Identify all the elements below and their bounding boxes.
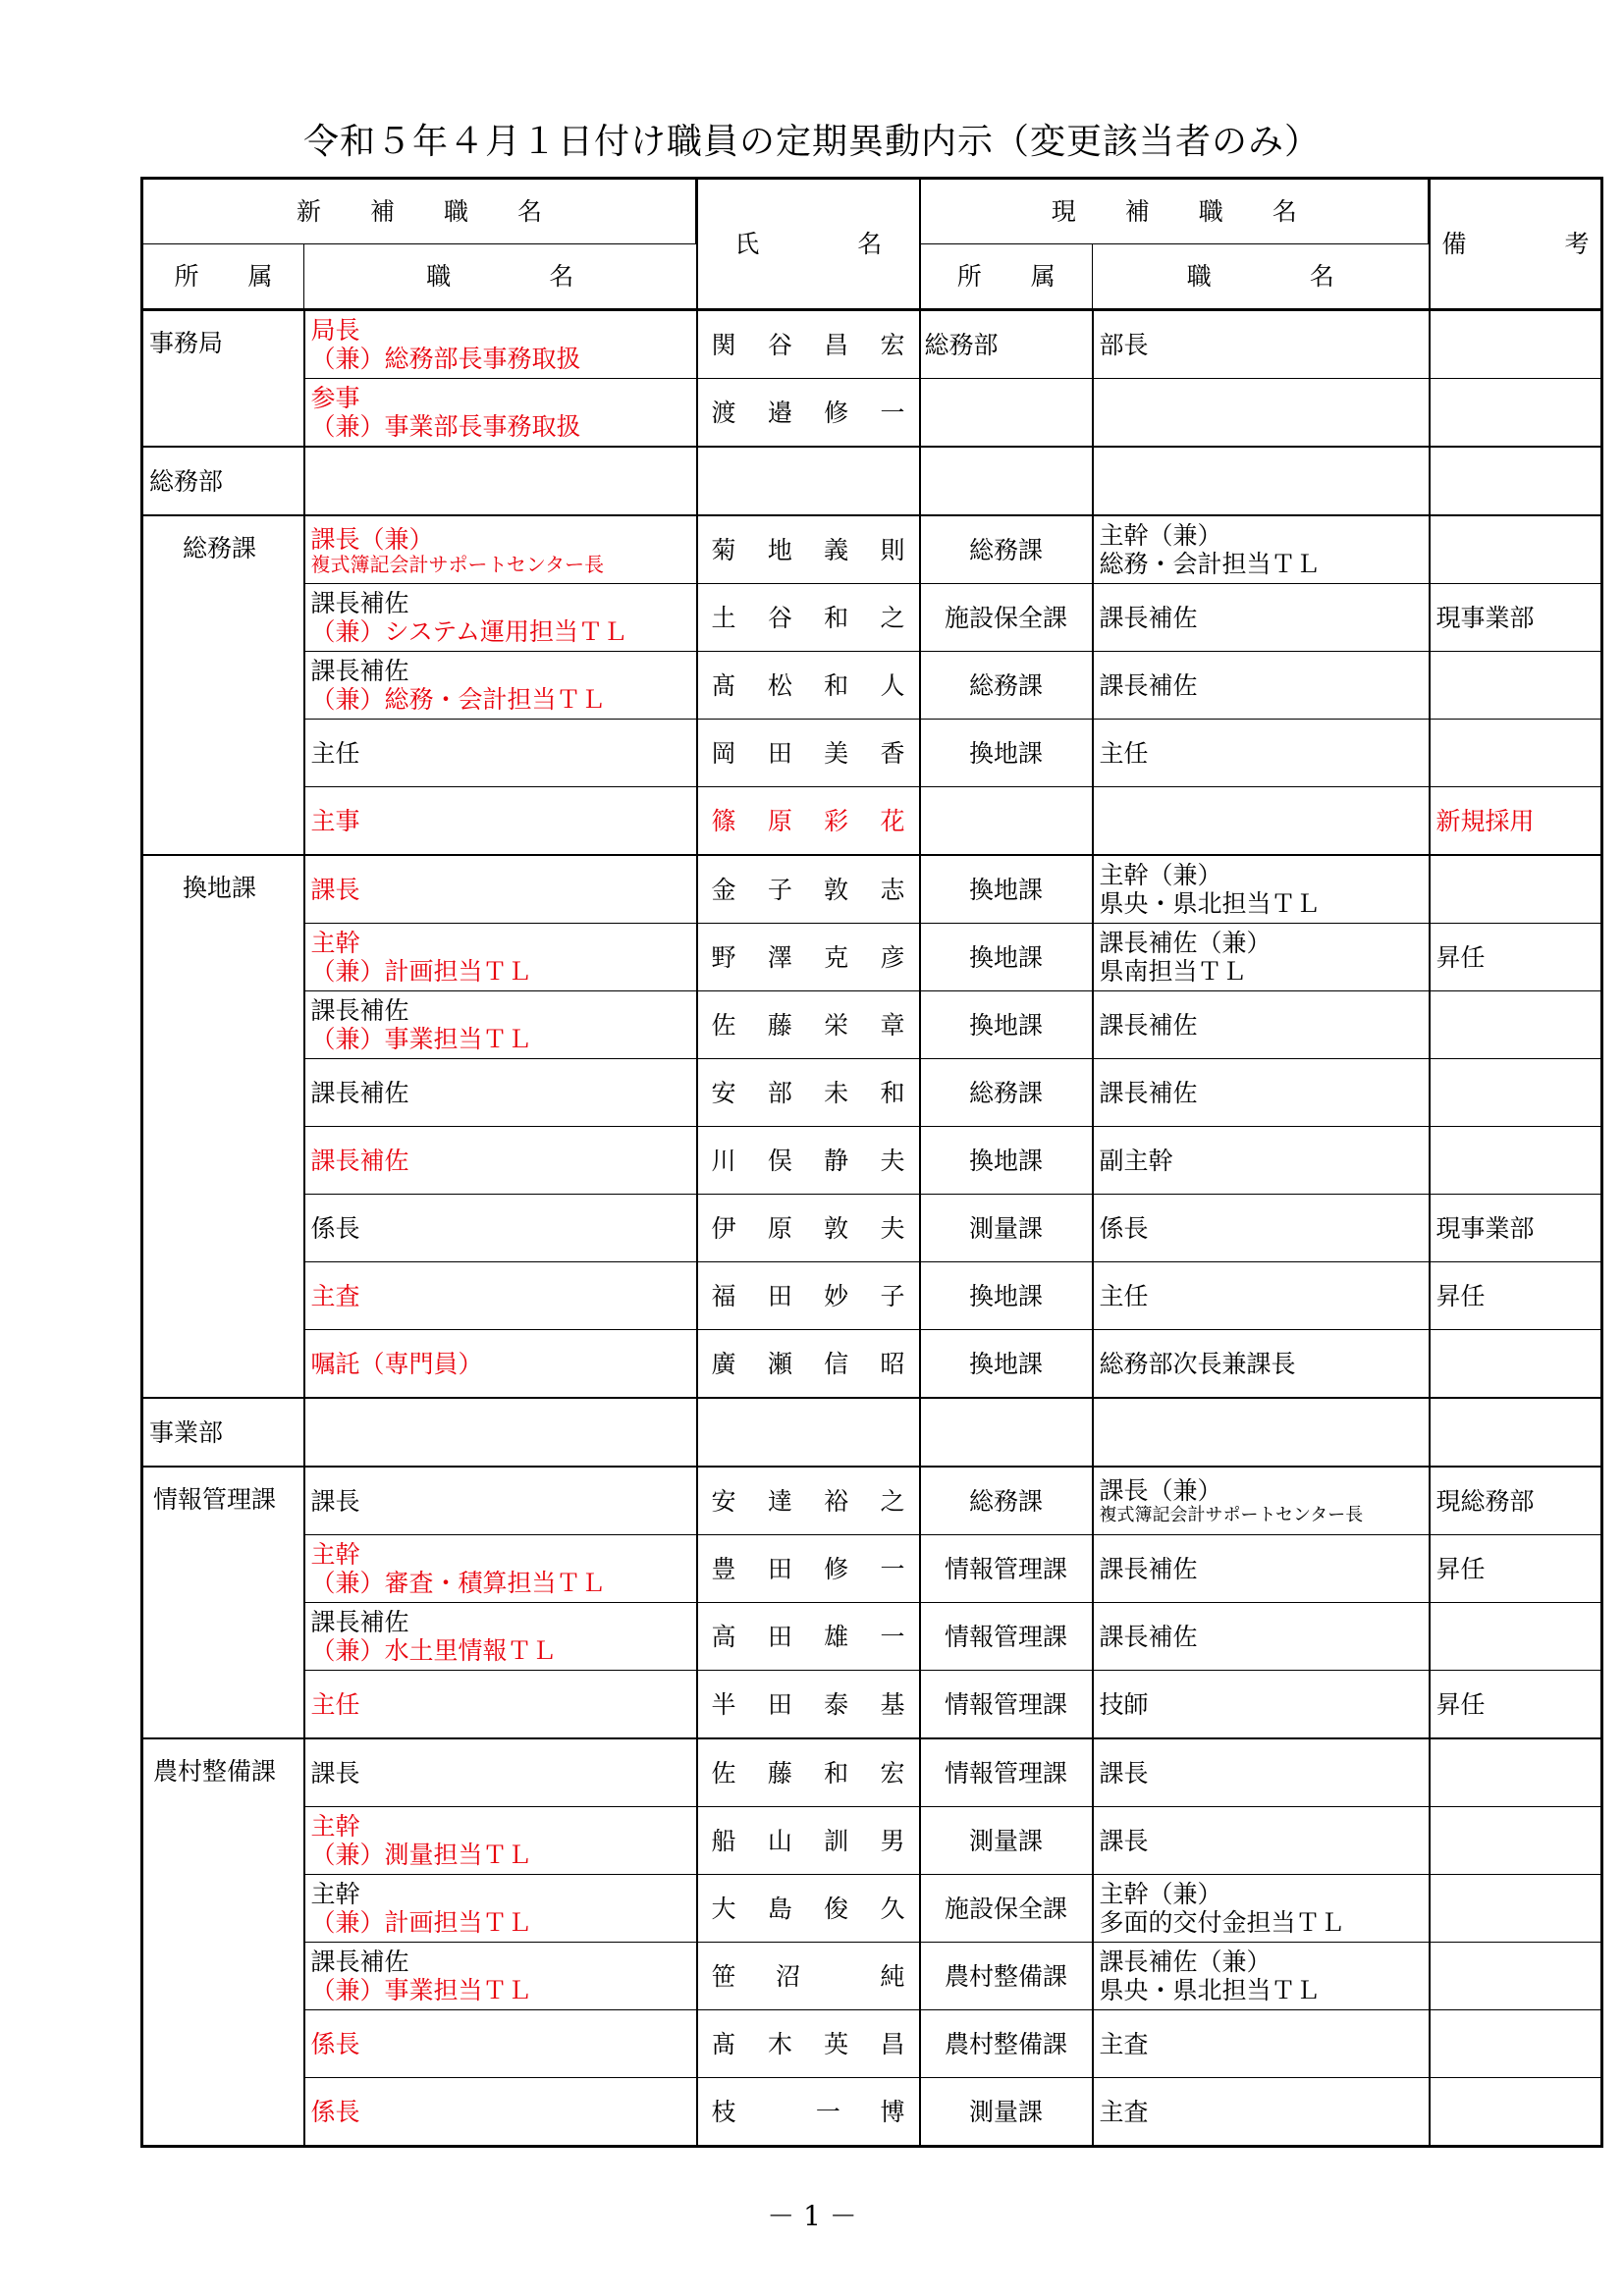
name-char: 澤 [767,942,792,972]
note [1430,1603,1602,1671]
name-char: 髙 [711,2029,736,2058]
name-char: 志 [880,875,905,904]
name-char: 佐 [711,1758,736,1788]
current-position: 主幹（兼） [1099,521,1222,550]
name-char: 谷 [767,330,792,359]
current-dept: 換地課 [920,720,1093,787]
note [1430,2010,1602,2078]
name-char: 田 [767,738,792,768]
table-row [142,1603,1602,1671]
current-dept: 測量課 [920,1195,1093,1262]
table-row [142,2010,1602,2078]
header-new-position-group: 新 補 職 名 [142,179,697,244]
name-char: 関 [711,330,736,359]
name-char: 和 [824,670,849,700]
current-dept: 換地課 [920,991,1093,1059]
name-char: 彦 [880,942,905,972]
table-row [142,1127,1602,1195]
new-position: 課長補佐 [310,589,409,617]
note: 昇任 [1430,1535,1602,1603]
table-row [142,310,1602,379]
note [1430,2078,1602,2147]
new-position-sub: （兼）審査・積算担当ＴＬ [310,1569,606,1597]
table-row [142,584,1602,652]
header-note: 備 考 [1430,179,1602,310]
name-char: 部 [767,1078,792,1107]
table-row [142,1195,1602,1262]
current-dept: 測量課 [920,2078,1093,2147]
name-char: 俊 [824,1894,849,1923]
table-row [142,447,1602,515]
new-position-sub: （兼）計画担当ＴＬ [310,957,532,986]
table-row [142,1330,1602,1399]
new-position: 課長 [304,1467,697,1535]
name-char: 和 [824,603,849,632]
header-new-pos: 職 名 [304,244,697,310]
new-position: 課長補佐 [310,996,409,1025]
new-position: 課長補佐 [304,1127,697,1195]
table-row [142,1807,1602,1875]
name-char: 髙 [711,670,736,700]
new-position: 課長補佐 [310,1948,409,1976]
name-char: 人 [880,670,905,700]
name-char: 地 [767,535,792,564]
name-char: 一 [880,398,905,427]
new-position: 主任 [304,1671,697,1739]
new-position: 嘱託（専門員） [304,1330,697,1399]
dept-label: 総務部 [142,447,304,515]
name-char: 未 [824,1078,849,1107]
name-char: 章 [880,1010,905,1040]
current-position-sub: 県央・県北担当ＴＬ [1099,1976,1321,2004]
page-number: － 1 － [767,2200,857,2232]
note: 新規採用 [1430,787,1602,856]
current-position: 技師 [1093,1671,1430,1739]
name-char: 佐 [711,1010,736,1040]
name-char: 宏 [880,330,905,359]
name-char: 川 [711,1146,736,1175]
name-char: 久 [880,1894,905,1923]
note: 現総務部 [1430,1467,1602,1535]
note [1430,1807,1602,1875]
name-char: 敦 [824,875,849,904]
new-position-sub: （兼）測量担当ＴＬ [310,1841,532,1869]
name-char: 香 [880,738,905,768]
current-dept: 総務課 [920,652,1093,720]
name-char: 彩 [824,806,849,835]
current-dept: 換地課 [920,855,1093,924]
table-row [142,515,1602,584]
name-char: 田 [767,1554,792,1583]
current-dept: 総務部 [920,310,1093,379]
current-dept: 換地課 [920,1330,1093,1399]
note [1430,1127,1602,1195]
name-char: 子 [767,875,792,904]
current-dept: 総務課 [920,515,1093,584]
new-position: 主査 [304,1262,697,1330]
new-position: 係長 [304,1195,697,1262]
name-char: 昌 [824,330,849,359]
name-char: 菊 [711,535,736,564]
name-char: 宏 [880,1758,905,1788]
name-char: 岡 [711,738,736,768]
name-char: 和 [880,1078,905,1107]
new-position: 課長補佐 [310,657,409,685]
current-position-sub: 県央・県北担当ＴＬ [1099,889,1321,918]
table-row [142,1738,1602,1807]
name-char: 俣 [767,1146,792,1175]
note [1430,855,1602,924]
note [1430,1875,1602,1943]
note [1430,1943,1602,2010]
name-char: 博 [880,2097,905,2126]
name-char: 田 [767,1622,792,1651]
current-position: 課長補佐 [1093,1535,1430,1603]
current-dept: 換地課 [920,1262,1093,1330]
new-position: 主幹 [310,1880,360,1908]
table-row [142,1059,1602,1127]
current-dept: 情報管理課 [920,1671,1093,1739]
table-row [142,379,1602,448]
table-row [142,652,1602,720]
note: 現事業部 [1430,584,1602,652]
name-char: 谷 [767,603,792,632]
current-dept [920,379,1093,448]
header-name: 氏 名 [697,179,920,310]
name-char: 藤 [767,1758,792,1788]
name-char: 一 [880,1554,905,1583]
table-row [142,855,1602,924]
current-dept [920,787,1093,856]
current-position: 課長補佐 [1093,991,1430,1059]
new-position: 主任 [304,720,697,787]
current-position: 部長 [1093,310,1430,379]
name-char: 福 [711,1281,736,1310]
name-char: 之 [880,603,905,632]
new-position: 係長 [304,2010,697,2078]
name-char: 土 [711,603,736,632]
new-position: 課長（兼） [310,524,434,554]
note: 現事業部 [1430,1195,1602,1262]
new-position-sub: （兼）システム運用担当ＴＬ [310,617,628,646]
current-dept: 測量課 [920,1807,1093,1875]
new-position-sub: （兼）総務部長事務取扱 [310,345,581,373]
current-dept: 施設保全課 [920,584,1093,652]
dept-label: 事務局 [142,310,304,448]
name-char: 昌 [880,2029,905,2058]
document-title: 令和５年４月１日付け職員の定期異動内示（変更該当者のみ） [302,122,1321,162]
note [1430,515,1602,584]
current-position: 課長補佐（兼） [1099,1948,1272,1976]
name-char: 泰 [824,1689,849,1719]
header-current-position-group: 現 補 職 名 [920,179,1430,244]
new-position: 主事 [304,787,697,856]
name-char: 子 [880,1281,905,1310]
name-char: 修 [824,398,849,427]
note: 昇任 [1430,1671,1602,1739]
name-char: 松 [767,670,792,700]
current-position-sub: 複式簿記会計サポートセンター長 [1099,1504,1364,1525]
unit-label: 総務課 [142,515,304,855]
new-position-sub: （兼）事業部長事務取扱 [310,412,581,441]
note: 昇任 [1430,1262,1602,1330]
current-position: 課長補佐（兼） [1099,929,1272,957]
table-row [142,787,1602,856]
current-position: 課長補佐 [1093,1603,1430,1671]
name-char: 克 [824,942,849,972]
note [1430,652,1602,720]
table-row [142,1398,1602,1467]
header-current-dept: 所 属 [920,244,1093,310]
new-position-sub: （兼）総務・会計担当ＴＬ [310,685,606,714]
name-char: 山 [767,1826,792,1855]
name-char: 和 [824,1758,849,1788]
note [1430,1330,1602,1399]
name-char: 野 [711,942,736,972]
new-position: 課長 [304,1738,697,1807]
name-char: 篠 [711,806,736,835]
current-position: 課長 [1093,1807,1430,1875]
note [1430,310,1602,379]
table-row [142,1875,1602,1943]
current-dept: 換地課 [920,1127,1093,1195]
current-position: 総務部次長兼課長 [1093,1330,1430,1399]
table-row [142,1467,1602,1535]
note [1430,1059,1602,1127]
current-dept: 情報管理課 [920,1535,1093,1603]
new-position: 主幹 [310,1540,360,1569]
current-dept: 換地課 [920,924,1093,991]
current-position [1093,787,1430,856]
unit-label: 農村整備課 [142,1738,304,2147]
name-char: 藤 [767,1010,792,1040]
current-position: 課長補佐 [1093,1059,1430,1127]
current-position: 課長補佐 [1093,584,1430,652]
name-char: 達 [767,1486,792,1516]
current-position-sub: 多面的交付金担当ＴＬ [1099,1908,1345,1937]
name-char: 修 [824,1554,849,1583]
new-position: 局長 [310,316,360,345]
name-char: 雄 [824,1622,849,1651]
current-position: 課長補佐 [1093,652,1430,720]
name-char: 安 [711,1486,736,1516]
name-char: 信 [824,1349,849,1378]
note [1430,1738,1602,1807]
name-char: 則 [880,535,905,564]
name-char: 基 [880,1689,905,1719]
table-row [142,1671,1602,1739]
name-char: 一 [880,1622,905,1651]
header-current-pos: 職 名 [1093,244,1430,310]
current-dept: 情報管理課 [920,1738,1093,1807]
name-char: 訓 [824,1826,849,1855]
name-char: 安 [711,1078,736,1107]
name-char: 伊 [711,1213,736,1243]
note: 昇任 [1430,924,1602,991]
name-char: 一 [815,2097,840,2126]
unit-label: 換地課 [142,855,304,1398]
current-position: 課長 [1093,1738,1430,1807]
current-position: 副主幹 [1093,1127,1430,1195]
new-position: 課長補佐 [304,1059,697,1127]
current-position: 主幹（兼） [1099,861,1222,889]
new-position: 課長補佐 [310,1608,409,1636]
name-char: 男 [880,1826,905,1855]
name-char: 渡 [711,398,736,427]
name-char: 美 [824,738,849,768]
name-char: 裕 [824,1486,849,1516]
table-row [142,1943,1602,2010]
table-row [142,1535,1602,1603]
name-char: 夫 [880,1146,905,1175]
new-position: 係長 [304,2078,697,2147]
name-char: 義 [824,535,849,564]
name-char: 原 [767,1213,792,1243]
name-char: 静 [824,1146,849,1175]
name-char: 島 [767,1894,792,1923]
current-position: 主査 [1093,2010,1430,2078]
current-position: 主幹（兼） [1099,1880,1222,1908]
table-row [142,720,1602,787]
name-char: 栄 [824,1010,849,1040]
table-row [142,1262,1602,1330]
current-position [1093,379,1430,448]
current-position-sub: 総務・会計担当ＴＬ [1099,550,1321,578]
note [1430,720,1602,787]
table-row [142,2078,1602,2147]
note [1430,991,1602,1059]
new-position-sub: （兼）事業担当ＴＬ [310,1025,532,1053]
new-position: 課長 [304,855,697,924]
table-row [142,924,1602,991]
note [1430,379,1602,448]
name-char: 敦 [824,1213,849,1243]
current-dept: 施設保全課 [920,1875,1093,1943]
new-position: 主幹 [310,1812,360,1841]
name-char: 純 [880,1961,905,1991]
name-char: 夫 [880,1213,905,1243]
current-position: 係長 [1093,1195,1430,1262]
current-dept: 農村整備課 [920,1943,1093,2010]
name-char: 廣 [711,1349,736,1378]
name-char: 枝 [711,2097,736,2126]
name-char: 木 [767,2029,792,2058]
new-position-sub: （兼）水土里情報ＴＬ [310,1636,557,1665]
current-position: 主任 [1093,720,1430,787]
header-new-dept: 所 属 [142,244,304,310]
name-char: 英 [824,2029,849,2058]
name-char: 邉 [767,398,792,427]
current-dept: 情報管理課 [920,1603,1093,1671]
name-char: 笹 [711,1961,736,1991]
name-char: 昭 [880,1349,905,1378]
name-char: 田 [767,1281,792,1310]
name-char: 原 [767,806,792,835]
name-char: 半 [711,1689,736,1719]
name-char: 瀬 [767,1349,792,1378]
current-dept: 農村整備課 [920,2010,1093,2078]
dept-label: 事業部 [142,1398,304,1467]
name-char: 沼 [776,1961,801,1991]
name-char: 高 [711,1622,736,1651]
new-position-sub: （兼）計画担当ＴＬ [310,1908,532,1937]
name-char: 大 [711,1894,736,1923]
name-char: 花 [880,806,905,835]
unit-label: 情報管理課 [142,1467,304,1738]
new-position: 参事 [310,384,360,412]
name-char: 之 [880,1486,905,1516]
current-position: 主査 [1093,2078,1430,2147]
name-char: 船 [711,1826,736,1855]
new-position-sub: （兼）事業担当ＴＬ [310,1976,532,2004]
current-dept: 総務課 [920,1467,1093,1535]
table-row [142,991,1602,1059]
new-position-sub: 複式簿記会計サポートセンター長 [310,552,605,576]
personnel-table [140,177,1603,2148]
name-char: 豊 [711,1554,736,1583]
current-dept: 総務課 [920,1059,1093,1127]
current-position: 主任 [1093,1262,1430,1330]
new-position: 主幹 [310,929,360,957]
name-char: 田 [767,1689,792,1719]
name-char: 金 [711,875,736,904]
name-char: 妙 [824,1281,849,1310]
current-position-sub: 県南担当ＴＬ [1099,957,1247,986]
current-position: 課長（兼） [1099,1475,1222,1505]
